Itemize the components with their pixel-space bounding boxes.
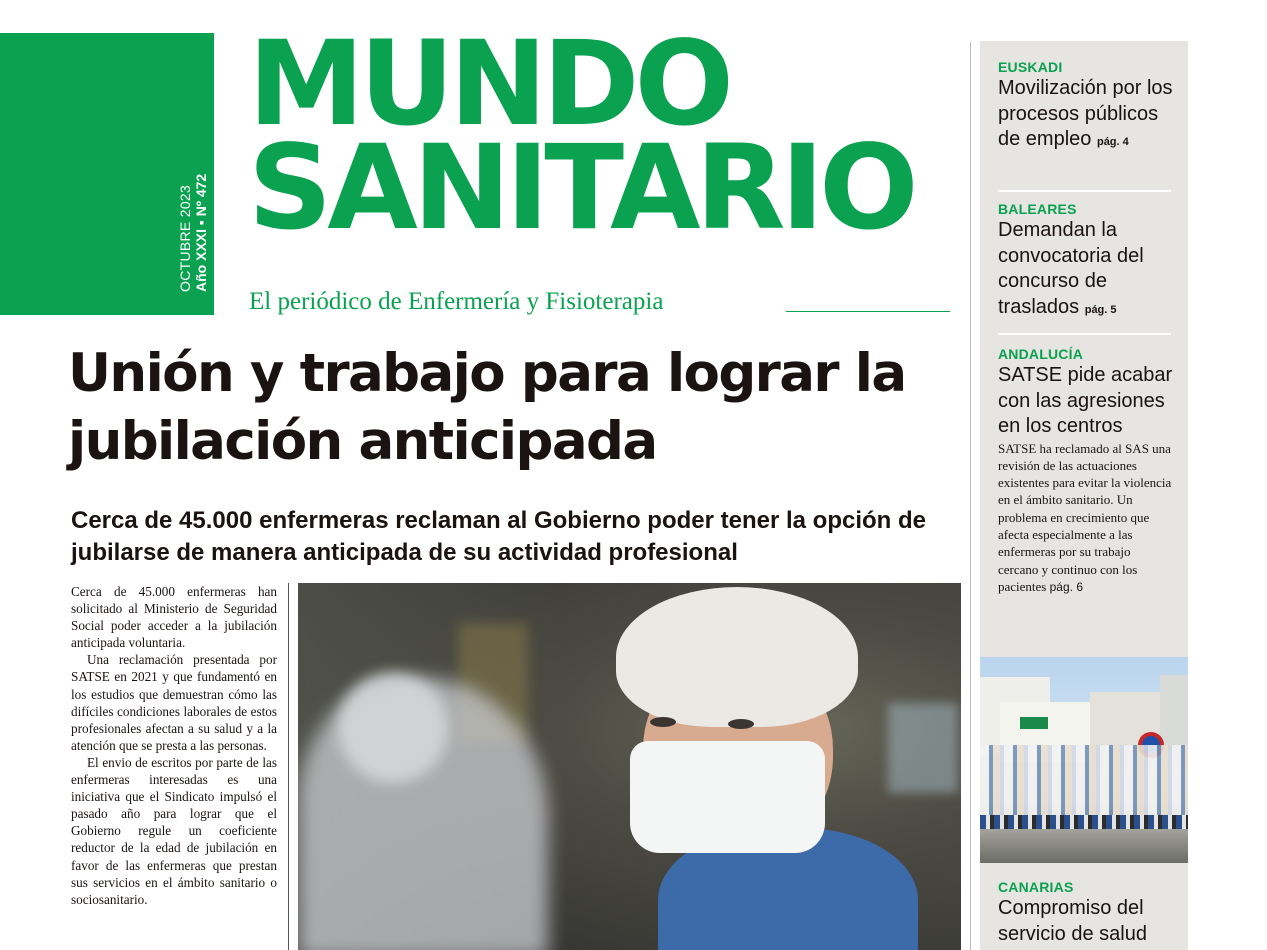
sidebar-description-text: SATSE ha reclamado al SAS una revisión de las actuaciones existentes para evitar la violencia en el ámbito sanitario. Un problema en crecimiento que afecta especialmente a las enfermeras por su trabajo cercano y continuo con los pacientes (998, 440, 1172, 594)
masthead-tagline: El periódico de Enfermería y Fisioterapia (249, 288, 664, 315)
page-reference: pág. 5 (1084, 303, 1117, 316)
sidebar-divider (998, 190, 1171, 192)
sidebar-region: EUSKADI (998, 59, 1063, 75)
sidebar-item-andalucia[interactable] (998, 346, 1173, 596)
sidebar-title-text: Demandan la convocatoria del concurso de traslados (998, 219, 1144, 318)
lead-paragraph: El envio de escritos por parte de las enfermeras interesadas es una iniciativa que el Sindicato impulsó el pasado año para lograr que el Gobierno regule un coeficiente reductor de la edad de jubilación en favor de las enfermeras que prestan sus servicios en el ámbito sanitario o sociosanitario. (71, 754, 277, 907)
sidebar-title-text: Movilización por los procesos públicos de empleo (998, 77, 1173, 150)
sidebar-description (998, 440, 1173, 597)
masthead-line-1: MUNDO (248, 15, 729, 152)
body-divider (288, 583, 289, 950)
sidebar-title: SATSE pide acabar con las agresiones en los centros (998, 364, 1173, 437)
lead-body (71, 583, 277, 908)
sidebar-region: CANARIAS (998, 879, 1074, 895)
sidebar-title: Compromiso del servicio de salud (998, 897, 1147, 945)
sidebar-title (998, 218, 1173, 323)
sidebar-region: ANDALUCÍA (998, 346, 1084, 362)
page-reference: pág. 6 (1049, 579, 1083, 594)
sidebar-region: BALEARES (998, 201, 1077, 217)
sidebar-item-euskadi[interactable] (998, 59, 1173, 156)
masthead-title (248, 15, 914, 256)
issue-date: OCTUBRE 2023 (177, 184, 193, 292)
masthead-line-2: SANITARIO (248, 119, 914, 256)
sidebar-divider (998, 333, 1171, 335)
lead-paragraph: Cerca de 45.000 enfermeras han solicitado al Ministerio de Seguridad Social poder acceder a la jubilación anticipada voluntaria. (71, 584, 277, 651)
sidebar-item-baleares[interactable] (998, 201, 1173, 323)
issue-number: Año XXXI ▪ Nº 472 (193, 173, 209, 292)
issue-info (177, 142, 209, 292)
lead-photo-nurse (298, 583, 961, 950)
page-reference: pág. 4 (1096, 136, 1129, 148)
column-divider (970, 42, 971, 950)
sidebar-title (998, 76, 1173, 156)
lead-subhead: Cerca de 45.000 enfermeras reclaman al Gobierno poder tener la opción de jubilarse de manera anticipada de su actividad profesional (71, 507, 926, 566)
sidebar-item-canarias[interactable] (998, 879, 1173, 947)
sidebar-photo-protest (980, 657, 1188, 863)
lead-paragraph: Una reclamación presentada por SATSE en 2021 y que fundamentó en los estudios que demuestran cómo las difíciles condiciones laborales de estos profesionales afectan a su salud y a la atención que se presta a las personas. (71, 652, 277, 753)
tagline-rule (786, 311, 950, 312)
lead-headline: Unión y trabajo para lograr la jubilación anticipada (68, 343, 906, 472)
